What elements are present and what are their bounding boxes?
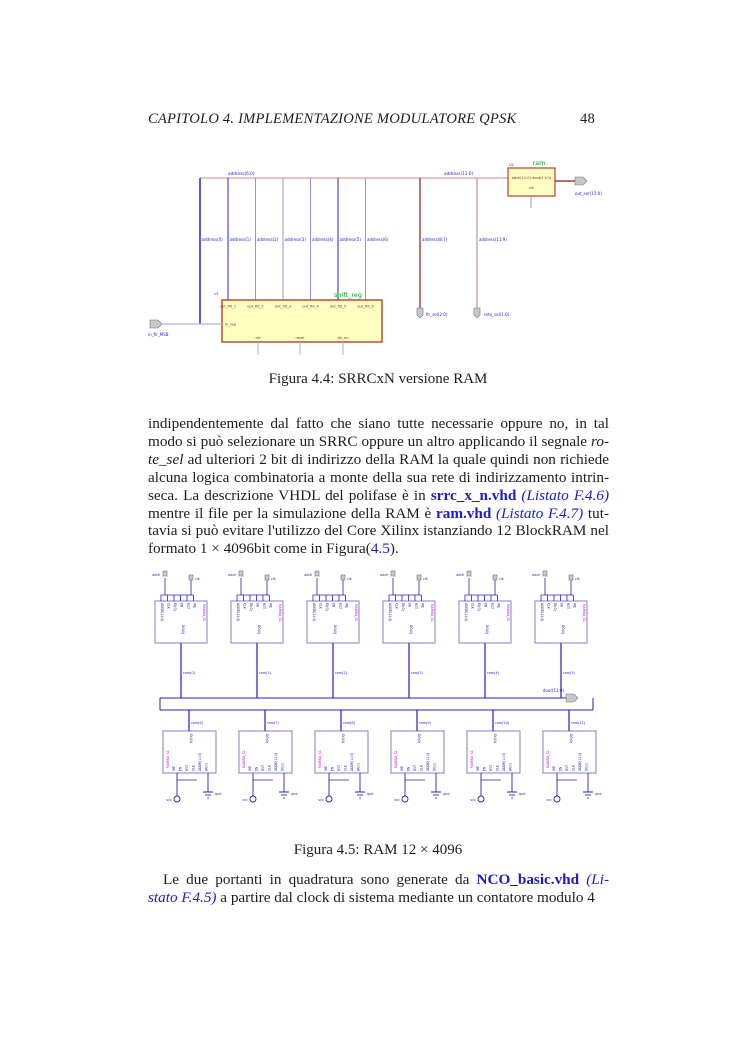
- svg-text:CLK: CLK: [166, 603, 171, 609]
- svg-text:RST: RST: [262, 603, 266, 610]
- vcc-symbol: [478, 796, 484, 802]
- text-span: formato 1 × 4096bit come in Figura(: [148, 540, 371, 558]
- svg-text:gnd: gnd: [443, 792, 450, 796]
- svg-text:RAMB4_S1: RAMB4_S1: [394, 750, 398, 768]
- text-span: mentre il file per la simulazione della RAM è: [148, 504, 437, 522]
- svg-text:ADDR(11:0): ADDR(11:0): [274, 752, 278, 771]
- svg-text:RST: RST: [566, 603, 570, 610]
- svg-text:DI(0): DI(0): [584, 763, 589, 771]
- addr-port-symbol: [315, 571, 319, 576]
- svg-text:RST: RST: [261, 764, 265, 771]
- svg-text:DO(0): DO(0): [485, 625, 489, 635]
- svg-text:address(1): address(1): [229, 237, 251, 242]
- svg-text:ram(8): ram(8): [343, 721, 355, 725]
- output-port-symbol: [575, 177, 587, 185]
- svg-text:addr: addr: [228, 573, 236, 577]
- svg-text:address(11:9): address(11:9): [479, 237, 507, 242]
- svg-text:CLK: CLK: [571, 765, 576, 771]
- clk-port-symbol: [417, 575, 421, 580]
- text-line: [148, 415, 609, 433]
- svg-text:DO(0): DO(0): [333, 625, 337, 635]
- text-span: ).: [389, 540, 399, 558]
- svg-text:WE: WE: [572, 603, 577, 609]
- svg-text:RAMB4_S1: RAMB4_S1: [242, 750, 246, 768]
- reference-link[interactable]: (Listato F.4.7): [496, 504, 584, 522]
- svg-text:CLK: CLK: [495, 765, 500, 771]
- svg-text:ram(7): ram(7): [267, 721, 279, 725]
- terminator-symbol: [417, 308, 423, 318]
- svg-text:ram(2): ram(2): [335, 671, 347, 675]
- ramb4-block-top: [532, 571, 587, 643]
- svg-text:DI(0): DI(0): [280, 763, 285, 771]
- addr-port-symbol: [543, 571, 547, 576]
- svg-text:in_reg: in_reg: [225, 322, 236, 327]
- text-line: [148, 451, 609, 469]
- svg-text:EN: EN: [406, 766, 411, 771]
- svg-text:dout(11:0): dout(11:0): [542, 688, 564, 693]
- ramb4-block-bottom: [163, 731, 221, 802]
- svg-text:address(5): address(5): [339, 237, 361, 242]
- ram-block: [508, 159, 555, 196]
- vcc-symbol: [402, 796, 408, 802]
- text-line: [148, 522, 609, 540]
- vcc-symbol: [326, 796, 332, 802]
- svg-text:RST: RST: [185, 764, 189, 771]
- svg-text:vcc: vcc: [470, 798, 476, 802]
- svg-text:CLK: CLK: [546, 603, 551, 609]
- svg-text:CLK: CLK: [470, 603, 475, 609]
- svg-text:addr: addr: [152, 573, 160, 577]
- svg-text:clk: clk: [347, 577, 352, 581]
- page-number: 48: [580, 111, 595, 127]
- addr-port-symbol: [391, 571, 395, 576]
- text-line: [148, 487, 609, 505]
- svg-text:ram(11): ram(11): [571, 721, 586, 725]
- svg-text:address(11:0): address(11:0): [444, 171, 474, 176]
- svg-text:address(4): address(4): [312, 237, 334, 242]
- text-line: [148, 871, 609, 889]
- svg-text:CLK: CLK: [394, 603, 399, 609]
- svg-text:address(3): address(3): [284, 237, 306, 242]
- ramb4-block-top: [456, 571, 511, 643]
- svg-text:DI(0): DI(0): [325, 603, 329, 611]
- svg-text:vcc: vcc: [546, 798, 552, 802]
- svg-text:out_fld_6: out_fld_6: [357, 304, 374, 309]
- svg-text:DI(0): DI(0): [477, 603, 481, 611]
- svg-text:DO(0): DO(0): [257, 625, 261, 635]
- svg-text:DI(0): DI(0): [173, 603, 177, 611]
- text-line: [148, 889, 609, 907]
- addr-port-symbol: [163, 571, 167, 576]
- svg-text:EN: EN: [254, 766, 259, 771]
- text-line: [148, 469, 609, 487]
- svg-text:WE: WE: [420, 603, 425, 609]
- svg-text:out_ser(11:0): out_ser(11:0): [575, 191, 602, 196]
- svg-text:WE: WE: [268, 603, 273, 609]
- svg-text:clk: clk: [499, 577, 504, 581]
- reference-link[interactable]: ram.vhd: [436, 504, 492, 522]
- svg-text:RAMB4_S1: RAMB4_S1: [166, 750, 170, 768]
- svg-text:clk: clk: [528, 186, 535, 190]
- ramb4-block-bottom: [391, 731, 449, 802]
- svg-text:WE: WE: [476, 765, 480, 771]
- svg-text:RAMB4_S1: RAMB4_S1: [582, 604, 586, 622]
- text-span: te_sel: [148, 450, 184, 468]
- svg-text:WE: WE: [248, 765, 252, 771]
- svg-text:gnd: gnd: [519, 792, 526, 796]
- svg-text:ADDR(11:0): ADDR(11:0): [312, 603, 316, 622]
- svg-text:address(8:7): address(8:7): [422, 237, 448, 242]
- svg-text:EN: EN: [331, 603, 336, 608]
- svg-text:RST: RST: [489, 764, 493, 771]
- svg-text:WE: WE: [324, 765, 328, 771]
- svg-text:out_fld_2: out_fld_2: [247, 304, 264, 309]
- svg-text:EN: EN: [559, 603, 564, 608]
- text-span: modo si può selezionare un SRRC oppure un altro applicando il segnale: [148, 432, 591, 450]
- svg-text:EN: EN: [179, 603, 184, 608]
- svg-text:ram(1): ram(1): [259, 671, 271, 675]
- svg-text:U1: U1: [214, 292, 219, 296]
- svg-text:RAMB4_S1: RAMB4_S1: [506, 604, 510, 622]
- text-span: a partire dal clock di sistema mediante un contatore modulo 4: [216, 888, 595, 906]
- svg-text:address(6): address(6): [367, 237, 389, 242]
- addr-port-symbol: [467, 571, 471, 576]
- svg-text:clk: clk: [271, 577, 276, 581]
- svg-text:ram(0): ram(0): [183, 671, 195, 675]
- svg-text:RST: RST: [414, 603, 418, 610]
- svg-text:ADDR(11:0): ADDR(11:0): [464, 603, 468, 622]
- text-span: seca. La descrizione VHDL del polifase è in: [148, 486, 431, 504]
- svg-text:CLK: CLK: [242, 603, 247, 609]
- svg-text:ADDR(11:0): ADDR(11:0): [236, 603, 240, 622]
- ramb4-block-top: [380, 571, 435, 643]
- terminator-symbol: [474, 308, 480, 318]
- svg-text:clk: clk: [423, 577, 428, 581]
- svg-text:DO(0): DO(0): [265, 734, 269, 744]
- svg-text:CLK: CLK: [318, 603, 323, 609]
- svg-text:in_fir_MSB: in_fir_MSB: [148, 332, 169, 337]
- reference-link[interactable]: NCO_basic.vhd: [476, 871, 580, 888]
- svg-text:DI(0): DI(0): [401, 603, 405, 611]
- clk-port-symbol: [341, 575, 345, 580]
- svg-text:WE: WE: [400, 765, 404, 771]
- svg-text:RAMB4_S1: RAMB4_S1: [278, 604, 282, 622]
- svg-text:ADDR(11:0): ADDR(11:0): [198, 752, 202, 771]
- svg-text:vcc: vcc: [242, 798, 248, 802]
- text-span: indipendentemente dal fatto che siano tutte necessarie oppure no, in tal: [148, 415, 609, 432]
- ramb4-block-top: [228, 571, 283, 643]
- paragraph-1: [148, 415, 609, 558]
- text-span: alcuna logica combinatoria a monte della sua rete di indirizzamento intrin-: [148, 468, 609, 486]
- svg-text:clk: clk: [195, 577, 200, 581]
- vcc-symbol: [174, 796, 180, 802]
- vcc-symbol: [250, 796, 256, 802]
- svg-text:ram(10): ram(10): [495, 721, 510, 725]
- svg-text:DO(0): DO(0): [493, 734, 497, 744]
- svg-text:CLK: CLK: [267, 765, 272, 771]
- reference-link[interactable]: srrc_x_n.vhd: [430, 486, 517, 504]
- svg-text:CLK: CLK: [191, 765, 196, 771]
- ramb4-block-bottom: [467, 731, 525, 802]
- svg-text:EN: EN: [178, 766, 183, 771]
- svg-text:out_fld_4: out_fld_4: [302, 304, 319, 309]
- svg-text:gnd: gnd: [215, 792, 222, 796]
- svg-text:EN: EN: [558, 766, 563, 771]
- svg-text:WE: WE: [344, 603, 349, 609]
- svg-text:DO(0): DO(0): [189, 734, 193, 744]
- clk-port-symbol: [265, 575, 269, 580]
- figure-4-4-caption: Figura 4.4: SRRCxN versione RAM: [268, 371, 488, 387]
- svg-text:vcc: vcc: [318, 798, 324, 802]
- svg-text:DI(0): DI(0): [204, 763, 209, 771]
- svg-text:WE: WE: [172, 765, 176, 771]
- svg-text:DI(0): DI(0): [508, 763, 513, 771]
- svg-text:addr(11:0) dout(11:0): addr(11:0) dout(11:0): [511, 176, 552, 180]
- svg-text:gnd: gnd: [291, 792, 298, 796]
- ramb4-block-top: [152, 571, 207, 643]
- svg-text:address(2): address(2): [257, 237, 279, 242]
- svg-text:out_fld_1: out_fld_1: [219, 304, 237, 309]
- text-span: ad ulteriori 2 bit di indirizzo della RAM la quale quindi non richiede: [183, 450, 609, 468]
- svg-text:clk: clk: [255, 336, 261, 340]
- svg-text:ADDR(11:0): ADDR(11:0): [540, 603, 544, 622]
- text-span: tavia si può evitare l'utilizzo del Core Xilinx istanziando 12 BlockRAM nel: [148, 522, 609, 540]
- text-line: [148, 540, 609, 558]
- svg-text:DI(0): DI(0): [249, 603, 253, 611]
- svg-text:ADDR(11:0): ADDR(11:0): [502, 752, 506, 771]
- svg-text:out_fld_3: out_fld_3: [274, 304, 292, 309]
- svg-text:ram(6): ram(6): [191, 721, 203, 725]
- svg-text:clk_en: clk_en: [337, 336, 349, 340]
- svg-text:RST: RST: [338, 603, 342, 610]
- svg-text:RAMB4_S1: RAMB4_S1: [430, 604, 434, 622]
- ramb4-block-bottom: [315, 731, 373, 802]
- svg-text:DO(0): DO(0): [569, 734, 573, 744]
- reference-link[interactable]: (Li-: [586, 871, 610, 888]
- figure-4-5-caption: Figura 4.5: RAM 12 × 4096: [293, 842, 463, 858]
- svg-text:EN: EN: [255, 603, 260, 608]
- svg-text:RAMB4_S1: RAMB4_S1: [354, 604, 358, 622]
- svg-text:DI(0): DI(0): [356, 763, 361, 771]
- svg-text:EN: EN: [407, 603, 412, 608]
- text-span: Le due portanti in quadratura sono generate da: [163, 871, 477, 888]
- svg-text:ram(5): ram(5): [563, 671, 575, 675]
- svg-text:DO(0): DO(0): [341, 734, 345, 744]
- reference-link[interactable]: (Listato F.4.6): [521, 486, 609, 504]
- figure-4-4-schematic: [148, 152, 610, 365]
- text-span: ro-: [591, 432, 609, 450]
- svg-text:ADDR(11:0): ADDR(11:0): [350, 752, 354, 771]
- figure-4-5-schematic: [148, 568, 618, 836]
- svg-text:WE: WE: [552, 765, 556, 771]
- svg-text:ADDR(11:0): ADDR(11:0): [160, 603, 164, 622]
- svg-text:ram: ram: [532, 159, 546, 167]
- svg-text:addr: addr: [380, 573, 388, 577]
- svg-text:ram(9): ram(9): [419, 721, 431, 725]
- svg-text:DO(0): DO(0): [417, 734, 421, 744]
- svg-text:ram(3): ram(3): [411, 671, 423, 675]
- svg-text:out_fld_5: out_fld_5: [329, 304, 347, 309]
- input-port-symbol: [150, 320, 162, 328]
- clk-port-symbol: [569, 575, 573, 580]
- svg-text:gnd: gnd: [367, 792, 374, 796]
- svg-text:addr: addr: [304, 573, 312, 577]
- svg-text:ADDR(11:0): ADDR(11:0): [426, 752, 430, 771]
- svg-text:RST: RST: [337, 764, 341, 771]
- text-span: tut-: [583, 504, 610, 522]
- svg-text:RST: RST: [413, 764, 417, 771]
- ramb4-block-bottom: [543, 731, 601, 802]
- reference-link[interactable]: stato F.4.5): [148, 888, 217, 906]
- svg-text:RAMB4_S1: RAMB4_S1: [470, 750, 474, 768]
- shift-reg-block: [214, 291, 382, 342]
- reference-link[interactable]: 4.5: [370, 540, 390, 558]
- dout-port-symbol: [566, 694, 578, 702]
- svg-text:ADDR(11:0): ADDR(11:0): [388, 603, 392, 622]
- svg-text:addr: addr: [456, 573, 464, 577]
- svg-text:vcc: vcc: [394, 798, 400, 802]
- clk-port-symbol: [189, 575, 193, 580]
- svg-text:EN: EN: [330, 766, 335, 771]
- svg-text:DO(0): DO(0): [561, 625, 565, 635]
- clk-port-symbol: [493, 575, 497, 580]
- svg-text:CLK: CLK: [343, 765, 348, 771]
- svg-text:rote_sel(1:0): rote_sel(1:0): [484, 312, 510, 317]
- page-header: [148, 111, 595, 128]
- svg-text:DI(0): DI(0): [432, 763, 437, 771]
- text-line: [148, 505, 609, 523]
- svg-text:WE: WE: [192, 603, 197, 609]
- svg-text:RST: RST: [490, 603, 494, 610]
- svg-text:RAMB4_S1: RAMB4_S1: [318, 750, 322, 768]
- svg-text:address(0): address(0): [201, 237, 223, 242]
- svg-text:reset: reset: [295, 336, 305, 340]
- ramb4-block-top: [304, 571, 359, 643]
- svg-text:U2: U2: [509, 163, 514, 167]
- svg-text:RST: RST: [565, 764, 569, 771]
- ramb4-block-bottom: [239, 731, 297, 802]
- srrcxn-ram-diagram: [148, 159, 602, 355]
- chapter-running-title: CAPITOLO 4. IMPLEMENTAZIONE MODULATORE QPSK: [148, 111, 517, 127]
- svg-text:EN: EN: [483, 603, 488, 608]
- svg-text:RAMB4_S1: RAMB4_S1: [546, 750, 550, 768]
- svg-text:DO(0): DO(0): [409, 625, 413, 635]
- blockram-array-diagram: [152, 571, 601, 802]
- svg-text:fir_sel(2:0): fir_sel(2:0): [426, 312, 448, 317]
- svg-text:clk: clk: [575, 577, 580, 581]
- svg-text:DO(0): DO(0): [181, 625, 185, 635]
- svg-text:DI(0): DI(0): [553, 603, 557, 611]
- svg-text:ram(4): ram(4): [487, 671, 499, 675]
- svg-text:RST: RST: [186, 603, 190, 610]
- svg-text:CLK: CLK: [419, 765, 424, 771]
- svg-text:addr: addr: [532, 573, 540, 577]
- svg-text:EN: EN: [482, 766, 487, 771]
- paragraph-2: [148, 871, 609, 907]
- svg-text:RAMB4_S1: RAMB4_S1: [202, 604, 206, 622]
- vcc-symbol: [554, 796, 560, 802]
- svg-text:WE: WE: [496, 603, 501, 609]
- svg-text:gnd: gnd: [595, 792, 602, 796]
- addr-port-symbol: [239, 571, 243, 576]
- svg-text:vcc: vcc: [166, 798, 172, 802]
- text-line: [148, 433, 609, 451]
- svg-text:address(6:0): address(6:0): [228, 171, 255, 176]
- svg-text:shift_reg: shift_reg: [334, 291, 362, 299]
- svg-text:ADDR(11:0): ADDR(11:0): [578, 752, 582, 771]
